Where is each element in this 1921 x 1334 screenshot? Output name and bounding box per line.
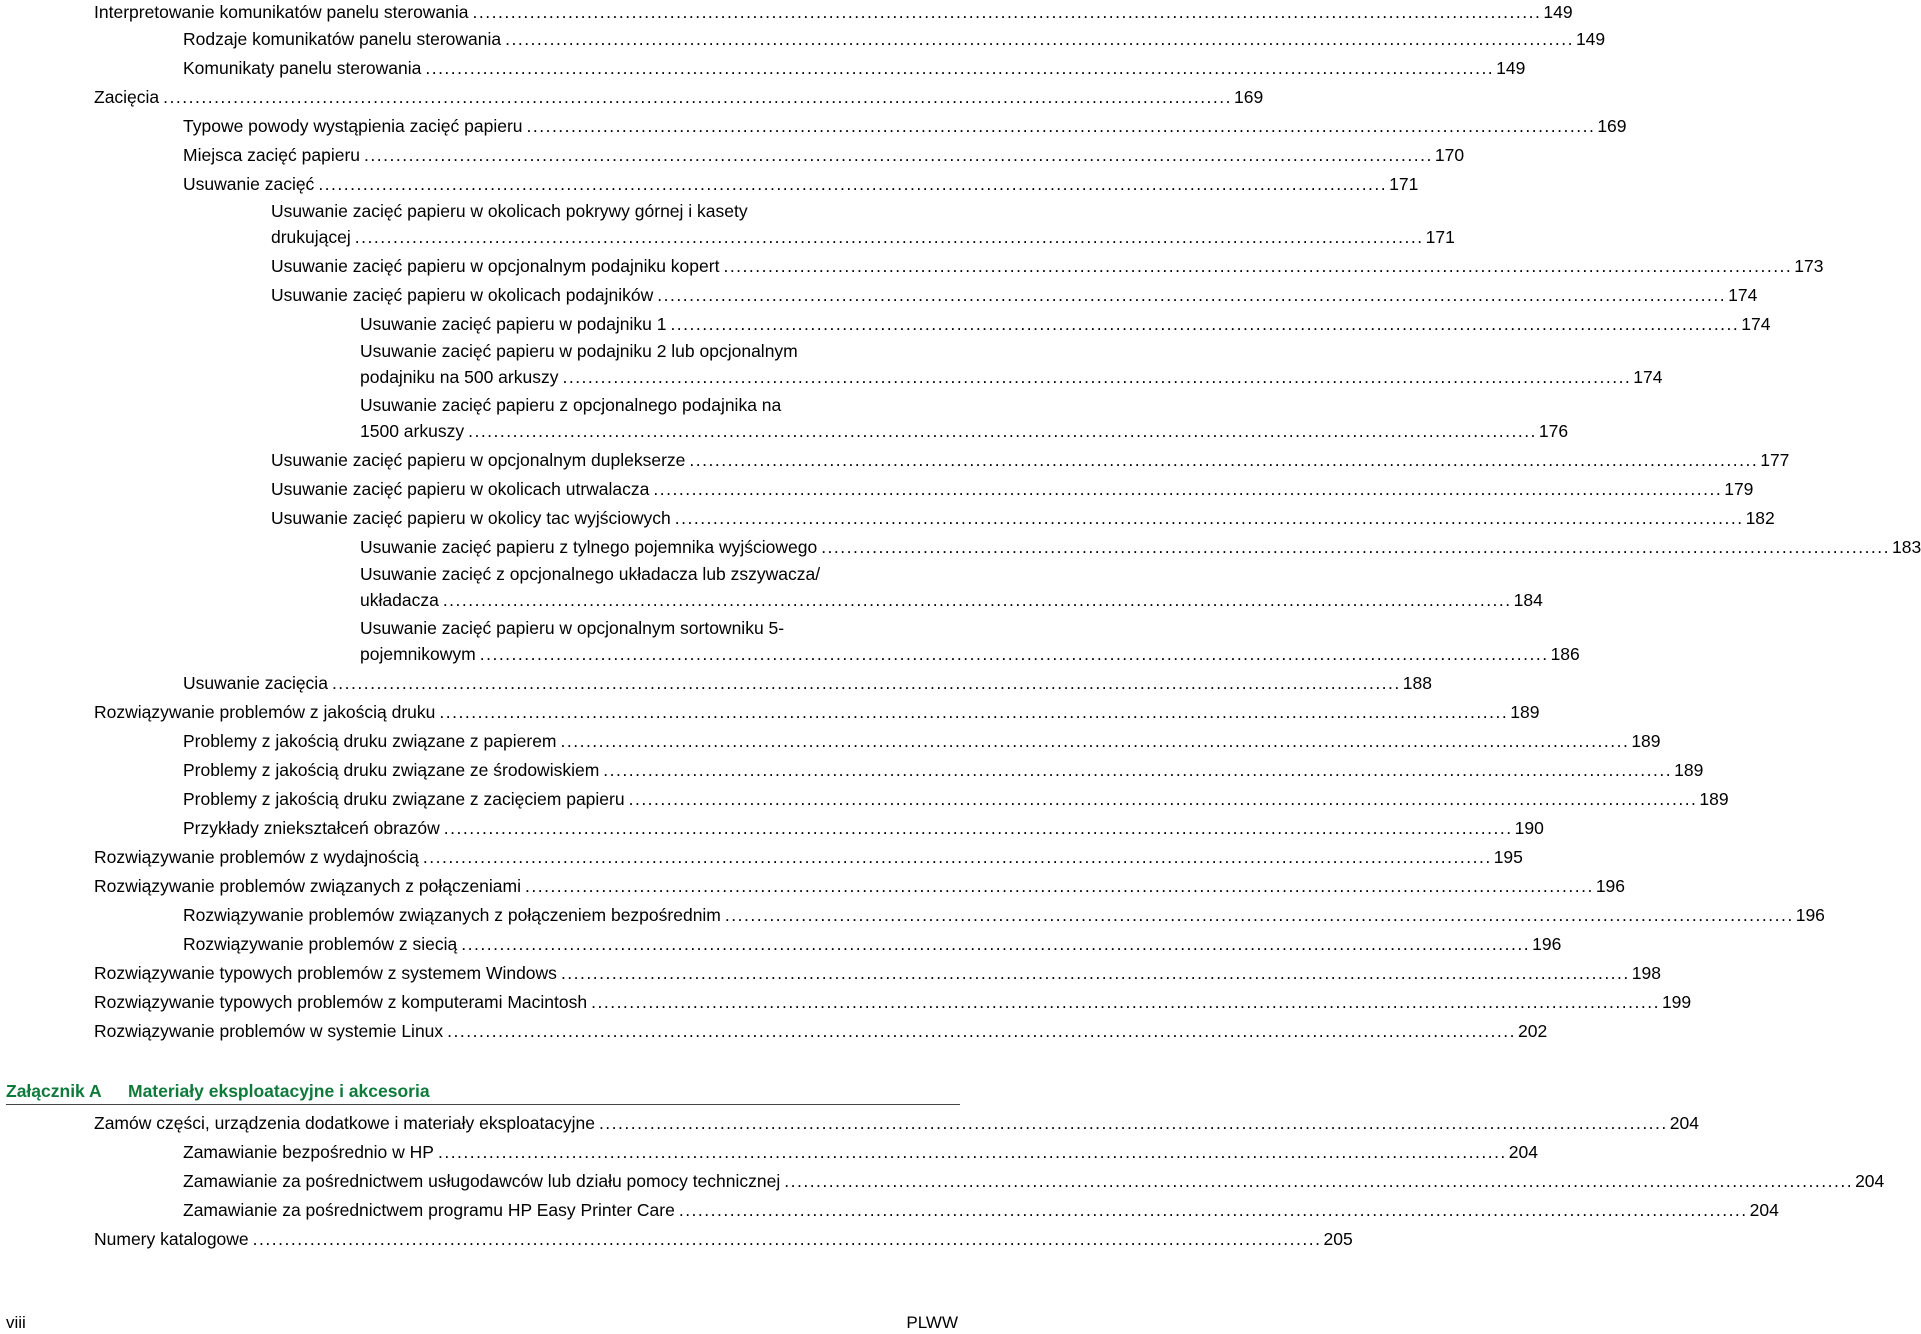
toc-entry-title: Usuwanie zacięć papieru w opcjonalnym duplekserze — [271, 450, 686, 470]
toc-entry[interactable] — [94, 990, 1692, 1014]
toc-entry-page: 205 — [1323, 1229, 1353, 1249]
dot-leader: ........................................................................................................................................................................ — [724, 905, 1794, 925]
appendix-label: Załącznik A — [6, 1081, 102, 1101]
toc-entry-title: Zamawianie za pośrednictwem programu HP Easy Printer Care — [183, 1200, 675, 1220]
toc-entry-page: 176 — [1538, 421, 1569, 441]
dot-leader: ........................................................................................................................................................................ — [653, 479, 1723, 499]
toc-entry[interactable] — [183, 816, 1544, 840]
toc-entry-page: 182 — [1745, 508, 1775, 528]
dot-leader: ........................................................................................................................................................................ — [560, 731, 1630, 751]
toc-entry-page: 174 — [1728, 285, 1758, 305]
toc-entry-page: 195 — [1493, 847, 1523, 867]
toc-entry-page: 170 — [1434, 145, 1465, 165]
toc-entry-title: Usuwanie zacięć papieru z tylnego pojemnika wyjściowego — [360, 537, 818, 557]
toc-entry[interactable] — [183, 932, 1562, 956]
toc-entry[interactable] — [271, 254, 1824, 278]
toc-entry-title: pojemnikowym — [360, 644, 476, 664]
toc-entry-page: 149 — [1543, 2, 1573, 22]
toc-entry-title: drukującej — [271, 227, 351, 247]
toc-entry-title: Przykłady zniekształceń obrazów — [183, 818, 440, 838]
toc-entry[interactable] — [183, 27, 1606, 51]
toc-entry[interactable] — [271, 198, 1455, 250]
dot-leader: ........................................................................................................................................................................ — [598, 1113, 1668, 1133]
toc-entry[interactable] — [271, 506, 1775, 530]
toc-entry-title: podajniku na 500 arkuszy — [360, 367, 559, 387]
toc-entry-title: Zamawianie za pośrednictwem usługodawców lub działu pomocy technicznej — [183, 1171, 781, 1191]
toc-entry-title-line1: Usuwanie zacięć papieru w okolicach pokrywy górnej i kasety — [271, 201, 748, 221]
toc-entry[interactable] — [271, 283, 1758, 307]
toc-entry[interactable] — [94, 961, 1661, 985]
toc-entry-title: Problemy z jakością druku związane z zacięciem papieru — [183, 789, 625, 809]
dot-leader: ........................................................................................................................................................................ — [443, 818, 1513, 838]
toc-entry[interactable] — [94, 85, 1264, 109]
dot-leader: ........................................................................................................................................................................ — [784, 1171, 1854, 1191]
footer-page-number: viii — [6, 1313, 26, 1332]
dot-leader: ........................................................................................................................................................................ — [447, 1021, 1516, 1041]
toc-entry-title: Rozwiązywanie typowych problemów z systemem Windows — [94, 963, 557, 983]
toc-entry-page: 189 — [1631, 731, 1661, 751]
toc-entry-page: 190 — [1514, 818, 1544, 838]
dot-leader: ........................................................................................................................................................................ — [657, 285, 1727, 305]
toc-entry[interactable] — [94, 1019, 1548, 1043]
toc-entry-title: Problemy z jakością druku związane z papierem — [183, 731, 557, 751]
dot-leader: ........................................................................................................................................................................ — [562, 367, 1632, 387]
toc-entry-title-line1: Usuwanie zacięć papieru w podajniku 2 lub opcjonalnym — [360, 341, 798, 361]
toc-entry[interactable] — [183, 143, 1465, 167]
toc-entry-title: Usuwanie zacięć papieru w okolicach podajników — [271, 285, 654, 305]
toc-entry-page: 196 — [1795, 905, 1825, 925]
toc-entry-page: 196 — [1532, 934, 1562, 954]
toc-entry-page: 198 — [1631, 963, 1661, 983]
toc-entry-page: 174 — [1741, 314, 1771, 334]
toc-entry[interactable] — [360, 615, 1580, 667]
dot-leader: ........................................................................................................................................................................ — [472, 2, 1542, 22]
toc-entry-page: 196 — [1595, 876, 1626, 896]
dot-leader: ........................................................................................................................................................................ — [723, 256, 1793, 276]
toc-entry-page: 186 — [1550, 644, 1580, 664]
dot-leader: ........................................................................................................................................................................ — [674, 508, 1744, 528]
toc-entry-title: Interpretowanie komunikatów panelu sterowania — [94, 2, 469, 22]
toc-entry-page: 199 — [1661, 992, 1692, 1012]
dot-leader: ........................................................................................................................................................................ — [468, 421, 1537, 441]
toc-entry-page: 171 — [1425, 227, 1455, 247]
toc-entry-title: Rozwiązywanie problemów związanych z połączeniem bezpośrednim — [183, 905, 721, 925]
toc-entry-title-line1: Usuwanie zacięć z opcjonalnego układacza lub zszywacza/ — [360, 564, 821, 584]
dot-leader: ........................................................................................................................................................................ — [689, 450, 1759, 470]
toc-entry[interactable] — [360, 312, 1771, 336]
dot-leader: ........................................................................................................................................................................ — [591, 992, 1660, 1012]
toc-entry-title: Usuwanie zacięć papieru w opcjonalnym podajniku kopert — [271, 256, 720, 276]
toc-entry[interactable] — [94, 1111, 1699, 1135]
toc-entry-title: 1500 arkuszy — [360, 421, 465, 441]
toc-entry[interactable] — [183, 758, 1704, 782]
footer-doc-code: PLWW — [906, 1313, 958, 1332]
toc-entry-page: 173 — [1794, 256, 1824, 276]
toc-entry-title: Komunikaty panelu sterowania — [183, 58, 422, 78]
dot-leader: ........................................................................................................................................................................ — [505, 29, 1574, 49]
dot-leader: ........................................................................................................................................................................ — [439, 702, 1509, 722]
appendix-divider — [6, 1104, 960, 1105]
toc-entry[interactable] — [94, 1227, 1353, 1251]
toc-entry-page: 204 — [1669, 1113, 1699, 1133]
toc-entry-title: Usuwanie zacięć papieru w okolicy tac wyjściowych — [271, 508, 671, 528]
toc-entry[interactable] — [360, 338, 1663, 390]
toc-entry[interactable] — [360, 392, 1569, 444]
dot-leader: ........................................................................................................................................................................ — [331, 673, 1401, 693]
toc-entry-page: 149 — [1496, 58, 1526, 78]
toc-entry[interactable] — [360, 561, 1543, 613]
dot-leader: ........................................................................................................................................................................ — [425, 58, 1495, 78]
toc-entry-title: Zacięcia — [94, 87, 160, 107]
toc-entry-page: 189 — [1674, 760, 1704, 780]
toc-entry[interactable] — [94, 874, 1626, 898]
dot-leader: ........................................................................................................................................................................ — [678, 1200, 1748, 1220]
toc-entry[interactable] — [271, 477, 1754, 501]
dot-leader: ........................................................................................................................................................................ — [422, 847, 1492, 867]
dot-leader: ........................................................................................................................................................................ — [318, 174, 1388, 194]
dot-leader: ........................................................................................................................................................................ — [461, 934, 1531, 954]
toc-entry-title: Problemy z jakością druku związane ze środowiskiem — [183, 760, 600, 780]
toc-entry-page: 179 — [1724, 479, 1754, 499]
toc-entry-page: 183 — [1892, 537, 1921, 557]
toc-entry-page: 189 — [1699, 789, 1729, 809]
toc-entry-title: Zamawianie bezpośrednio w HP — [183, 1142, 434, 1162]
appendix-title: Materiały eksploatacyjne i akcesoria — [128, 1081, 430, 1101]
dot-leader: ........................................................................................................................................................................ — [252, 1229, 1322, 1249]
dot-leader: ........................................................................................................................................................................ — [479, 644, 1549, 664]
toc-entry-title: Rodzaje komunikatów panelu sterowania — [183, 29, 502, 49]
toc-entry-page: 169 — [1234, 87, 1264, 107]
toc-entry-page: 184 — [1513, 590, 1543, 610]
toc-entry[interactable] — [183, 1169, 1885, 1193]
dot-leader: ........................................................................................................................................................................ — [628, 789, 1698, 809]
dot-leader: ........................................................................................................................................................................ — [603, 760, 1673, 780]
toc-entry-page: 171 — [1389, 174, 1419, 194]
toc-entry-page: 189 — [1510, 702, 1540, 722]
toc-entry[interactable] — [183, 114, 1627, 138]
toc-entry-title: Rozwiązywanie problemów z jakością druku — [94, 702, 436, 722]
dot-leader: ........................................................................................................................................................................ — [354, 227, 1424, 247]
toc-entry-title: Rozwiązywanie problemów z siecią — [183, 934, 458, 954]
dot-leader: ........................................................................................................................................................................ — [163, 87, 1232, 107]
toc-entry[interactable] — [183, 1198, 1779, 1222]
toc-entry-page: 204 — [1855, 1171, 1885, 1191]
toc-entry-page: 149 — [1575, 29, 1606, 49]
appendix-heading[interactable] — [6, 1079, 960, 1103]
toc-entry-title: Numery katalogowe — [94, 1229, 249, 1249]
toc-entry-title: Usuwanie zacięć — [183, 174, 315, 194]
dot-leader: ........................................................................................................................................................................ — [670, 314, 1740, 334]
toc-entry-title: Usuwanie zacięć papieru w podajniku 1 — [360, 314, 667, 334]
toc-entry-page: 202 — [1518, 1021, 1548, 1041]
toc-entry-page: 169 — [1597, 116, 1627, 136]
toc-entry[interactable] — [183, 1140, 1538, 1164]
toc-entry-title-line1: Usuwanie zacięć papieru z opcjonalnego podajnika na — [360, 395, 782, 415]
toc-entry-title: Typowe powody wystąpienia zacięć papieru — [183, 116, 523, 136]
toc-entry-title: Rozwiązywanie problemów związanych z połączeniami — [94, 876, 521, 896]
toc-entry-title: Rozwiązywanie problemów w systemie Linux — [94, 1021, 444, 1041]
toc-entry-page: 174 — [1633, 367, 1663, 387]
toc-entry-title: Miejsca zacięć papieru — [183, 145, 361, 165]
toc-entry-title: Usuwanie zacięcia — [183, 673, 328, 693]
toc-entry[interactable] — [183, 172, 1419, 196]
toc-entry-page: 177 — [1760, 450, 1790, 470]
toc-entry[interactable] — [94, 0, 1573, 24]
toc-entry-title: Zamów części, urządzenia dodatkowe i materiały eksploatacyjne — [94, 1113, 595, 1133]
toc-entry-title: Usuwanie zacięć papieru w okolicach utrwalacza — [271, 479, 650, 499]
toc-entry-page: 204 — [1749, 1200, 1779, 1220]
dot-leader: ........................................................................................................................................................................ — [560, 963, 1630, 983]
toc-entry[interactable] — [94, 845, 1523, 869]
dot-leader: ........................................................................................................................................................................ — [525, 876, 1594, 896]
toc-entry[interactable] — [183, 671, 1432, 695]
toc-entry-title-line1: Usuwanie zacięć papieru w opcjonalnym sortowniku 5- — [360, 618, 785, 638]
dot-leader: ........................................................................................................................................................................ — [364, 145, 1433, 165]
toc-entry[interactable] — [360, 535, 1921, 559]
toc-entry[interactable] — [183, 56, 1526, 80]
dot-leader: ........................................................................................................................................................................ — [437, 1142, 1507, 1162]
toc-entry[interactable] — [183, 903, 1825, 927]
toc-entry-title: Rozwiązywanie problemów z wydajnością — [94, 847, 419, 867]
toc-entry-page: 204 — [1508, 1142, 1538, 1162]
dot-leader: ........................................................................................................................................................................ — [526, 116, 1596, 136]
toc-entry-title: Rozwiązywanie typowych problemów z komputerami Macintosh — [94, 992, 588, 1012]
dot-leader: ........................................................................................................................................................................ — [442, 590, 1512, 610]
toc-entry-page: 188 — [1402, 673, 1432, 693]
toc-entry[interactable] — [94, 700, 1540, 724]
toc-entry[interactable] — [271, 448, 1790, 472]
toc-entry-title: układacza — [360, 590, 439, 610]
dot-leader: ........................................................................................................................................................................ — [821, 537, 1891, 557]
toc-entry[interactable] — [183, 787, 1729, 811]
toc-entry[interactable] — [183, 729, 1661, 753]
